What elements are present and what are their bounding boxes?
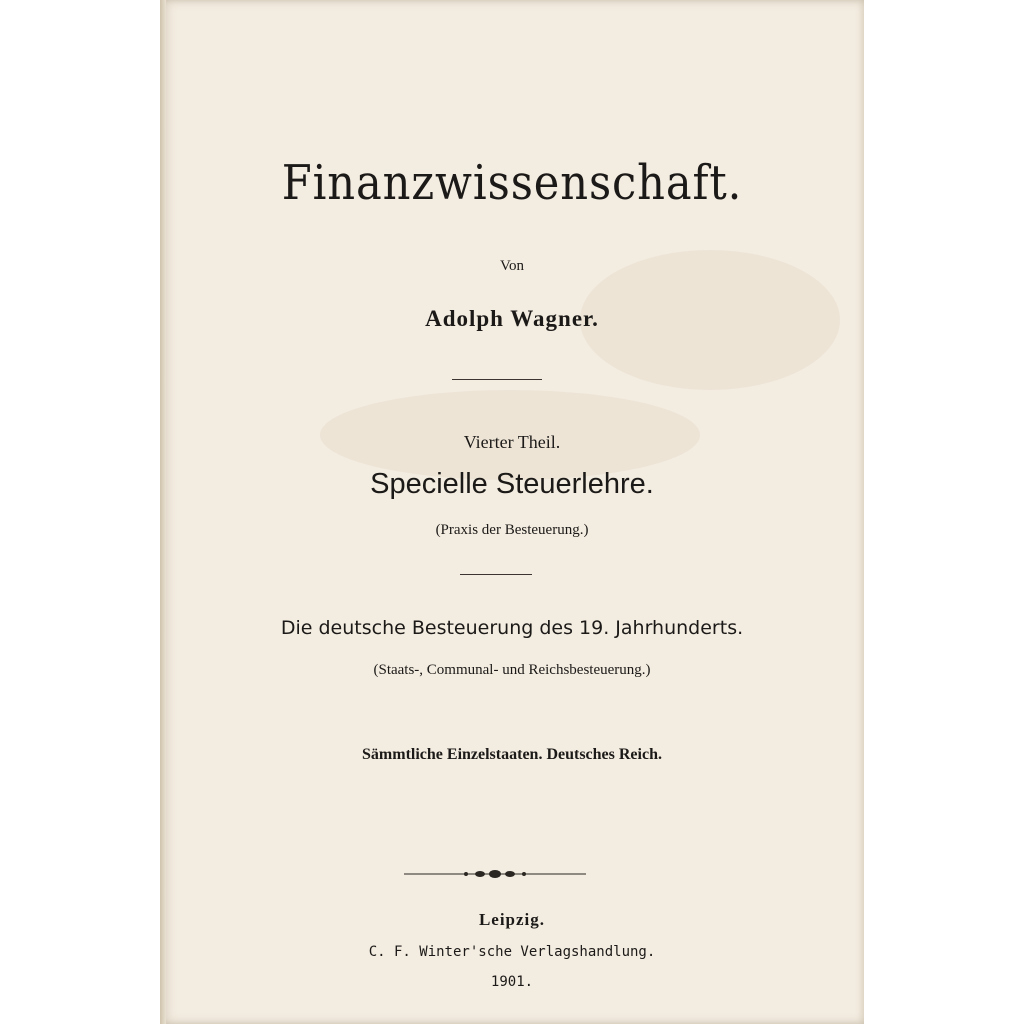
publication-year: 1901. xyxy=(490,974,534,990)
book-title: Finanzwissenschaft. xyxy=(281,155,743,211)
section-heading: Die deutsche Besteuerung des 19. Jahrhunderts. xyxy=(280,617,744,639)
subject-note: (Praxis der Besteuerung.) xyxy=(435,522,589,538)
by-line: Von xyxy=(500,258,524,274)
ornament-divider xyxy=(404,866,586,882)
publisher-name: C. F. Winter'sche Verlagshandlung. xyxy=(368,944,656,960)
divider-rule xyxy=(452,379,542,380)
divider-rule xyxy=(460,574,532,575)
title-page xyxy=(160,0,864,1024)
section-note: (Staats-, Communal- und Reichsbesteuerung.) xyxy=(373,662,651,678)
part-number: Vierter Theil. xyxy=(463,432,561,452)
author-name: Adolph Wagner. xyxy=(425,306,599,331)
subject-title: Specielle Steuerlehre. xyxy=(370,468,654,500)
publication-city: Leipzig. xyxy=(478,910,546,929)
scope-line: Sämmtliche Einzelstaaten. Deutsches Reich. xyxy=(362,746,662,763)
binding-edge xyxy=(160,0,166,1024)
